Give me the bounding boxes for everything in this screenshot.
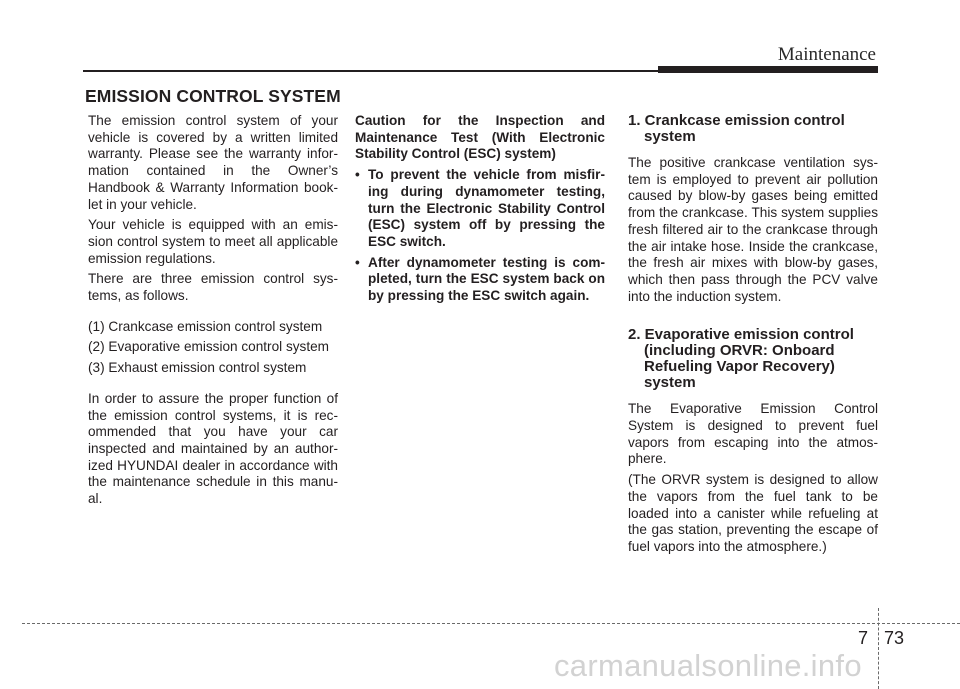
chapter-number: 7 [858, 628, 869, 648]
evaporative-heading: 2. Evaporative emission control (including ORVR: Onboard Refueling Vapor Recovery) system [628, 326, 854, 392]
orvr-paragraph: (The ORVR system is designed to allow the vapors from the fuel tank to be loaded into a canister while refueling at the gas station, preventing the escape of fuel vapors into the atmosphere.) [628, 472, 878, 554]
caution-title: Caution for the Inspection and Maintenance Test (With Electronic Stability Control (ESC) system) [355, 113, 605, 162]
bullet-icon: • [355, 167, 360, 183]
maintenance-paragraph: In order to assure the proper function of the emission control systems, it is rec-ommended that you have your car inspected and maintained by an author-ized HYUNDAI dealer in accordance with the maintenance schedule in this manu-al. [88, 390, 338, 507]
bullet-text: To prevent the vehicle from misfir-ing during dynamometer testing, turn the Electronic Stability Control (ESC) system off by pressing the ESC switch. [368, 167, 605, 249]
column-right [628, 113, 878, 560]
list-item: (1) Crankcase emission control system [88, 318, 323, 334]
evaporative-paragraph: The Evaporative Emission Control System is designed to prevent fuel vapors from escaping into the atmos-phere. [628, 401, 878, 467]
caution-bullets [355, 167, 605, 305]
crankcase-paragraph: The positive crankcase ventilation sys-tem is employed to prevent air pollution caused by blow-by gases being emitted from the crankcase. This system supplies fresh filtered air to the crankcase through the air intake hose. Inside the crankcase, the fresh air mixes with blow-by gases, which then pass through the PCV valve into the induction system. [628, 155, 878, 304]
bullet-icon: • [355, 254, 360, 270]
running-header-title: Maintenance [777, 44, 876, 65]
header-rule-thick [658, 66, 878, 73]
column-left [88, 113, 338, 512]
list-item: (2) Evaporative emission control system [88, 339, 329, 355]
watermark: carmanualsonline.info [554, 648, 862, 683]
list-item: (3) Exhaust emission control system [88, 360, 307, 376]
page-number: 73 [884, 628, 905, 648]
systems-intro-paragraph: There are three emission control sys-tems, as follows. [88, 271, 338, 304]
bullet-text: After dynamometer testing is com-pleted, turn the ESC system back on by pressing the ESC switch again. [368, 254, 605, 304]
section-title: EMISSION CONTROL SYSTEM [85, 86, 341, 106]
list-item [355, 255, 605, 305]
crankcase-heading: 1. Crankcase emission control system [628, 112, 845, 145]
page-number-separator [878, 608, 879, 689]
equipment-paragraph: Your vehicle is equipped with an emis-sion control system to meet all applicable emission regulations. [88, 217, 338, 266]
systems-list [88, 319, 338, 377]
header-rule-thin [83, 70, 665, 72]
list-item [355, 167, 605, 251]
footer-rule [22, 623, 960, 624]
intro-paragraph: The emission control system of your vehicle is covered by a written limited warranty. Please see the warranty infor-mation contained in the Owner’s Handbook & Warranty Information book-let in your vehicle. [88, 113, 338, 212]
column-middle [355, 113, 605, 309]
